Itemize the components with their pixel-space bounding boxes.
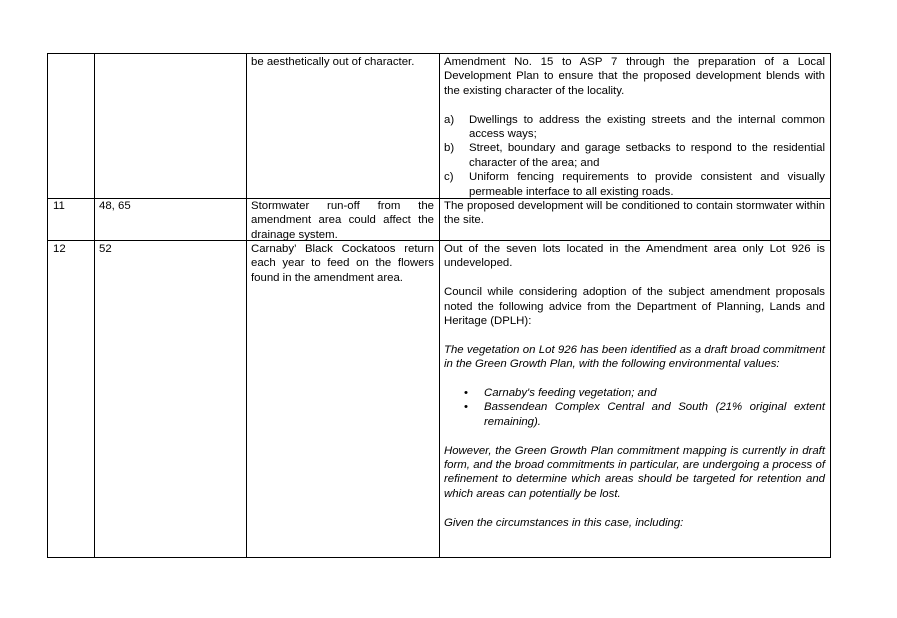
list-item: a) Dwellings to address the existing streets and the internal common access ways;	[444, 113, 825, 141]
submissions-table	[47, 53, 831, 558]
response-paragraph: Council while considering adoption of the subject amendment proposals noted the following advice from the Department of Planning, Lands and Heritage (DPLH):	[444, 286, 825, 328]
bullet-icon: •	[464, 387, 468, 400]
bullet-item: • Carnaby's feeding vegetation; and	[464, 387, 657, 400]
row-1-response	[439, 55, 830, 199]
list-item: b) Street, boundary and garage setbacks to respond to the residential character of the area; and	[444, 142, 825, 169]
row-2-response: The proposed development will be conditioned to contain stormwater within the site.	[444, 200, 825, 227]
row-3-reference: 52	[99, 243, 112, 255]
row-1-issue	[246, 55, 439, 69]
environmental-values-list	[444, 386, 825, 429]
row-3-response	[439, 242, 830, 530]
row-2-number: 11	[53, 200, 65, 212]
dplh-advice-quote: Given the circumstances in this case, including:	[444, 516, 684, 529]
row-2-issue: Stormwater run-off from the amendment area could affect the drainage system.	[251, 200, 434, 241]
column-divider	[94, 54, 95, 557]
response-paragraph: Out of the seven lots located in the Amendment area only Lot 926 is undeveloped.	[444, 243, 825, 270]
bullet-icon: •	[464, 401, 468, 414]
response-paragraph: Amendment No. 15 to ASP 7 through the preparation of a Local Development Plan to ensure that the proposed development blends with the existing character of the locality.	[444, 56, 825, 97]
row-3-issue: Carnaby’ Black Cockatoos return each year to feed on the flowers found in the amendment area.	[251, 243, 434, 284]
issue-text: be aesthetically out of character.	[251, 56, 415, 68]
list-item: c) Uniform fencing requirements to provide consistent and visually permeable interface to all existing roads.	[444, 171, 825, 198]
column-divider	[246, 54, 247, 557]
row-divider	[48, 240, 830, 241]
dplh-advice-quote: However, the Green Growth Plan commitment mapping is currently in draft form, and the broad commitments in particular, are undergoing a process of refinement to determine which areas should be targeted for retention and which areas can potentially be lost.	[444, 444, 825, 500]
requirements-list	[444, 113, 825, 199]
bullet-item: • Bassendean Complex Central and South (21% original extent remaining).	[464, 401, 825, 428]
row-2-reference: 48, 65	[99, 200, 131, 212]
row-3-number: 12	[53, 243, 66, 255]
dplh-advice-quote: The vegetation on Lot 926 has been identified as a draft broad commitment in the Green Growth Plan, with the following environmental values:	[444, 343, 825, 371]
